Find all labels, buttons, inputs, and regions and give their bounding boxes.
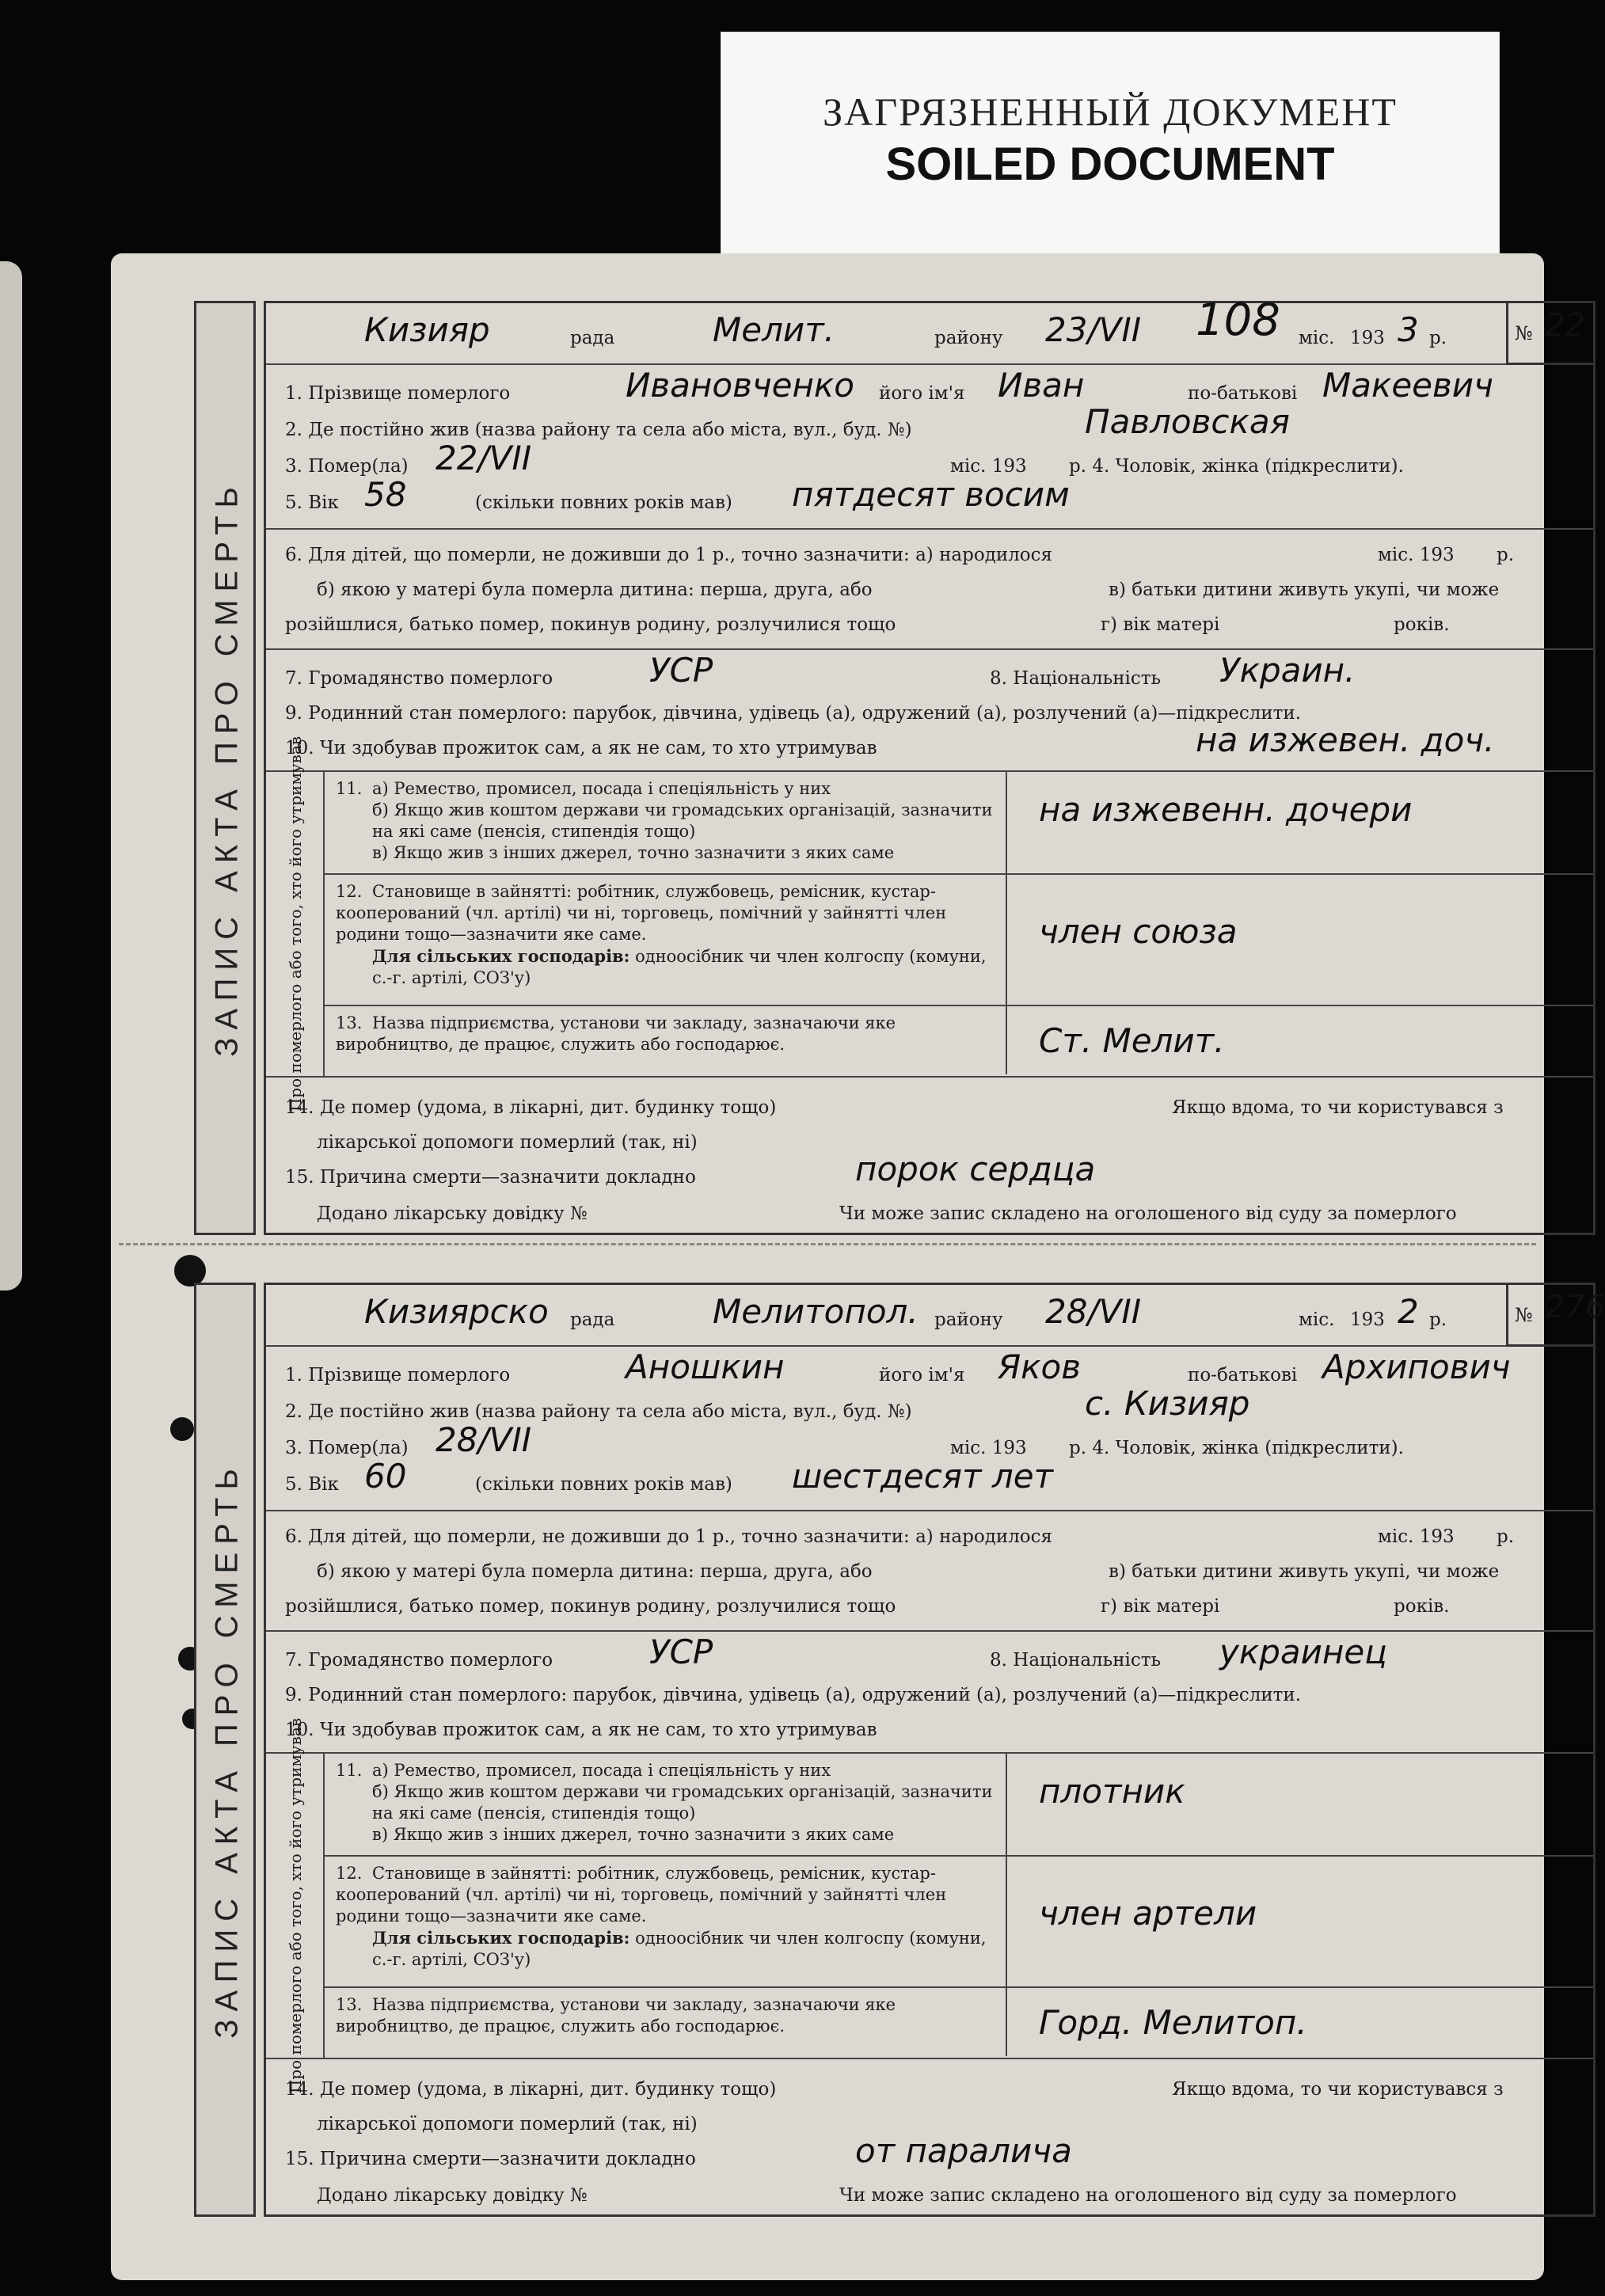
field-14: 14. Де помер (удома, в лікарні, дит. будинку тощо) Якщо вдома, то чи користувався з [285,1097,1504,1118]
field-6a: 6. Для дітей, що померли, не доживши до 1 р., точно зазначити: а) народилося міс. 193 р. [285,545,1515,565]
field-1: 1. Прізвище померлого Ивановченко його ім'я Иван по-батькові Макеевич [285,366,1493,405]
soiled-document-label [721,32,1500,269]
occupation: на изжевенн. дочери [1039,790,1413,829]
village-council: Кизиярско [364,1292,549,1331]
field-6a: 6. Для дітей, що померли, не доживши до 1 р., точно зазначити: а) народилося міс. 193 р. [285,1526,1515,1547]
workplace: Ст. Мелит. [1039,1021,1225,1060]
spine-title: ЗАПИС АКТА ПРО СМЕРТЬ [209,479,245,1057]
citizenship: УСР [649,1633,713,1671]
field-13-answer [1006,1006,1593,1074]
form-spine [194,1283,256,2217]
field-label: Додано лікарську довідку № [317,2185,588,2206]
field-7-8: 7. Громадянство померлого УСР 8. Національність украинец [285,1633,1387,1671]
field-15 [285,1150,1580,1195]
field-10: 10. Чи здобував прожиток сам, а як не сам, то хто утримував [285,1720,877,1740]
field-1: 1. Прізвище померлого Аношкин його ім'я Яков по-батькові Архипович [285,1348,1511,1386]
patronymic: Макеевич [1322,366,1493,405]
surname: Ивановченко [626,366,854,405]
form-spine [194,301,256,1235]
age: 58 [364,475,407,514]
death-record-1 [194,295,1595,1235]
field-14b: лікарської допомоги померлий (так, ні) [317,1132,698,1153]
label-english: SOILED DOCUMENT [885,139,1335,190]
year-suffix: 3 [1398,310,1419,349]
record-date: 28/VII [1045,1292,1142,1331]
field-12: 12. Становище в зайнятті: робітник, службовець, ремісник, кустар-кооперований (чл. артілі) чи ні, торговець, помічний у зайнятті член родини тощо—зазначити яке саме. Для сільських господарів: одноосібник чи член колгоспу (комуни, с.-г. артілі, СОЗ'у) [325,875,1006,1006]
residence: с. Кизияр [1085,1384,1250,1423]
spine-title: ЗАПИС АКТА ПРО СМЕРТЬ [209,1461,245,2039]
year-label: р. [1429,1310,1447,1330]
field-11: 11. а) Ремество, промисел, посада і спеціяльність у них б) Якщо жив коштом держави чи громадських організацій, зазначити на які саме (пенсія, стипендія тощо) в) Якщо жив з інших джерел, точно зазначити з яких саме [325,772,1006,875]
record-date: 23/VII [1045,310,1142,349]
field-2: 2. Де постійно жив (назва району та села або міста, вул., буд. №) с. Кизияр [285,1384,1250,1423]
field-11: 11. а) Ремество, промисел, посада і спеціяльність у них б) Якщо жив коштом держави чи громадських організацій, зазначити на які саме (пенсія, стипендія тощо) в) Якщо жив з інших джерел, точно зазначити з яких саме [325,1754,1006,1857]
field-6c: розійшлися, батько помер, покинув родину, розлучилися тощо г) вік матері років. [285,614,1450,635]
surname: Аношкин [626,1348,785,1386]
death-date: 28/VII [435,1420,532,1459]
rayon-label: району [934,1310,1003,1330]
field-12-answer [1006,875,1593,1006]
field-label: Чи може запис складено на оголошеного від суду за померлого [839,1203,1457,1224]
livelihood: на изжевен. доч. [1196,720,1495,759]
year-label: р. [1429,328,1447,348]
first-name: Яков [998,1348,1081,1386]
year-suffix: 2 [1398,1292,1419,1331]
field-label: Чи може запис складено на оголошеного від суду за померлого [839,2185,1457,2206]
field-7-8: 7. Громадянство померлого УСР 8. Національність Украин. [285,651,1356,690]
field-5: 5. Вік 60 (скільки повних років мав) шестдесят лет [285,1457,1054,1496]
record-number: 276 [1545,1289,1605,1325]
rada-label: рада [570,1310,615,1330]
field-13-answer [1006,1988,1593,2056]
field-3-4: 3. Помер(ла) 28/VII міс. 193 р. 4. Чоловік, жінка (підкреслити). [285,1420,1404,1459]
adjacent-page-scrap [0,261,22,1291]
field-9: 9. Родинний стан померлого: парубок, дівчина, удівець (а), одружений (а), розлучений (а)—підкреслити. [285,1685,1302,1705]
side-label: Про померлого або того, хто його утримував [266,772,325,1076]
death-date: 22/VII [435,439,532,477]
form-body [264,1283,1605,2217]
label-russian: ЗАГРЯЗНЕННЫЙ ДОКУМЕНТ [823,89,1398,134]
field-label: 15. Причина смерти—зазначити докладно [285,2149,696,2169]
employment-status: член артели [1039,1894,1257,1933]
month-entry: 108 [1196,295,1280,346]
field-label: Додано лікарську довідку № [317,1203,588,1224]
field-9: 9. Родинний стан померлого: парубок, дівчина, удівець (а), одружений (а), розлучений (а)—підкреслити. [285,703,1302,724]
field-2: 2. Де постійно жив (назва району та села або міста, вул., буд. №) Павловская [285,402,1290,441]
nationality: украинец [1219,1633,1387,1671]
binding-hole [170,1417,194,1441]
field-label: 15. Причина смерти—зазначити докладно [285,1167,696,1188]
field-12-answer [1006,1857,1593,1988]
field-12: 12. Становище в зайнятті: робітник, службовець, ремісник, кустар-кооперований (чл. артілі) чи ні, торговець, помічний у зайнятті член родини тощо—зазначити яке саме. Для сільських господарів: одноосібник чи член колгоспу (комуни, с.-г. артілі, СОЗ'у) [325,1857,1006,1988]
field-6b: б) якою у матері була померла дитина: перша, друга, або в) батьки дитини живуть укупі, чи може [317,580,1500,600]
district: Мелит. [713,310,835,349]
page-tear-line [119,1243,1536,1249]
field-11-answer [1006,1754,1593,1857]
field-6b: б) якою у матері була померла дитина: перша, друга, або в) батьки дитини живуть укупі, чи може [317,1561,1500,1582]
side-label: Про померлого або того, хто його утримував [266,1754,325,2058]
patronymic: Архипович [1322,1348,1511,1386]
form-body [264,295,1595,1235]
header-row: Кизияр рада Мелит. району 23/VII 108 міс. 193 3 р. [285,321,1580,355]
number-sign: № [1515,322,1533,344]
nationality: Украин. [1219,651,1356,690]
employment-status: член союза [1039,912,1238,951]
age-in-words: шестдесят лет [792,1457,1054,1496]
number-sign: № [1515,1304,1533,1326]
field-5: 5. Вік 58 (скільки повних років мав) пятдесят восим [285,475,1070,514]
field-13: 13. Назва підприємства, установи чи закладу, зазначаючи яке виробництво, де працює, служить або господарює. [336,1013,896,1054]
age-in-words: пятдесят восим [792,475,1070,514]
age: 60 [364,1457,407,1496]
field-3-4: 3. Помер(ла) 22/VII міс. 193 р. 4. Чоловік, жінка (підкреслити). [285,439,1404,477]
cause-of-death: порок сердца [855,1150,1096,1188]
first-name: Иван [998,366,1085,405]
field-15 [285,2131,1580,2176]
field-16 [285,1196,1580,1231]
field-10: 10. Чи здобував прожиток сам, а як не сам, то хто утримував на изжевен. доч. [285,720,1495,759]
district: Мелитопол. [713,1292,919,1331]
header-row: Кизиярско рада Мелитопол. району 28/VII міс. 193 2 р. [285,1302,1580,1337]
cause-of-death: от паралича [855,2131,1072,2170]
field-13: 13. Назва підприємства, установи чи закладу, зазначаючи яке виробництво, де працює, служить або господарює. [336,1995,896,2036]
rayon-label: району [934,328,1003,348]
occupation: плотник [1039,1772,1185,1811]
field-11-answer [1006,772,1593,875]
binding-hole [174,1255,206,1287]
workplace: Горд. Мелитоп. [1039,2003,1307,2042]
village-council: Кизияр [364,310,490,349]
field-14: 14. Де помер (удома, в лікарні, дит. будинку тощо) Якщо вдома, то чи користувався з [285,2079,1504,2100]
month-label: міс. [1299,1310,1335,1330]
field-16 [285,2178,1580,2213]
citizenship: УСР [649,651,713,690]
field-14b: лікарської допомоги померлий (так, ні) [317,2114,698,2134]
residence: Павловская [1085,402,1290,441]
month-label: міс. [1299,328,1335,348]
field-6c: розійшлися, батько помер, покинув родину, розлучилися тощо г) вік матері років. [285,1596,1450,1617]
record-number: 22 [1545,307,1585,344]
rada-label: рада [570,328,615,348]
death-record-2 [194,1283,1605,2217]
